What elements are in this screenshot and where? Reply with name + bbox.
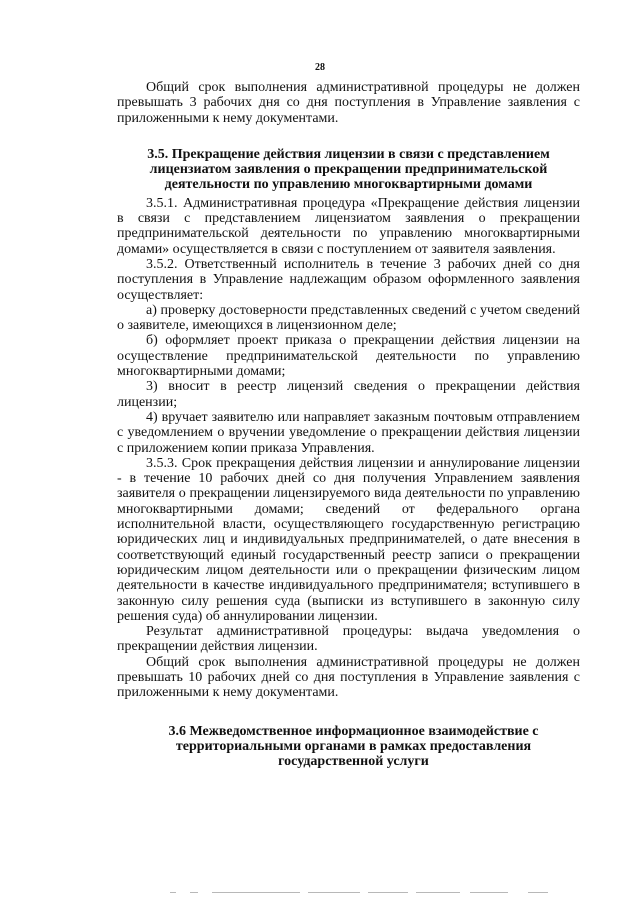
page-number: 28 bbox=[315, 62, 325, 73]
paragraph-term-10-days: Общий срок выполнения административной процедуры не должен превышать 10 рабочих дней со дня поступления в Управление заявления с приложенными к нему документами. bbox=[117, 654, 580, 701]
scan-artifact bbox=[170, 892, 176, 893]
scan-artifact bbox=[368, 892, 408, 893]
scan-artifact bbox=[308, 892, 360, 893]
list-item-4: 4) вручает заявителю или направляет заказным почтовым отправлением с уведомлением о вручении уведомление о прекращении действия лицензии с приложением копии приказа Управления. bbox=[117, 409, 580, 456]
list-item-a: а) проверку достоверности представленных сведений с учетом сведений о заявителе, имеющихся в лицензионном деле; bbox=[117, 302, 580, 334]
scan-artifact bbox=[528, 892, 548, 893]
list-item-3: 3) вносит в реестр лицензий сведения о прекращении действия лицензии; bbox=[117, 379, 580, 410]
scan-artifact bbox=[470, 892, 508, 893]
paragraph-3-5-1: 3.5.1. Административная процедура «Прекращение действия лицензии в связи с представлением лицензиатом заявления о прекращении предпринимательской деятельности по управлению многоквартирными домами» осуществляется в связи с поступлением от заявителя заявления. bbox=[117, 195, 580, 257]
list-item-b: б) оформляет проект приказа о прекращении действия лицензии на осуществление предпринимательской деятельности по управлению многоквартирными домами; bbox=[117, 333, 580, 380]
document-body bbox=[117, 80, 580, 772]
scan-artifact bbox=[212, 892, 300, 893]
paragraph-3-5-2: 3.5.2. Ответственный исполнитель в течение 3 рабочих дней со дня поступления в Управление надлежащим образом оформленного заявления осуществляет: bbox=[117, 256, 580, 303]
scan-artifact bbox=[190, 892, 198, 893]
section-heading-3-6: 3.6 Межведомственное информационное взаимодействие с территориальными органами в рамках предоставления государственной услуги bbox=[168, 723, 539, 770]
actions-list bbox=[117, 303, 580, 456]
paragraph-3-5-3: 3.5.3. Срок прекращения действия лицензии и аннулирование лицензии - в течение 10 рабочих дней со дня получения Управлением заявления заявителя о прекращении лицензируемого вида деятельности по управлению многоквартирными домами; сведений от федерального органа исполнительной власти, осуществляющего государственную регистрацию юридических лиц и индивидуальных предпринимателей, о дате внесения в соответствующий единый государственный реестр записи о прекращении юридическим лицом деятельности или о прекращении физическим лицом деятельности в качестве индивидуального предпринимателя; вступившего в законную силу решения суда (выписки из вступившего в законную силу решения суда) об аннулировании лицензии. bbox=[117, 455, 580, 624]
paragraph-term-3-days: Общий срок выполнения административной процедуры не должен превышать 3 рабочих дня со дня поступления в Управление заявления с приложенными к нему документами. bbox=[117, 80, 580, 126]
paragraph-result: Результат административной процедуры: выдача уведомления о прекращении действия лицензии. bbox=[117, 624, 580, 655]
section-heading-3-5: 3.5. Прекращение действия лицензии в связи с представлением лицензиатом заявления о прекращении предпринимательской деятельности по управлению многоквартирными домами bbox=[147, 146, 550, 193]
scan-artifact bbox=[416, 892, 460, 893]
